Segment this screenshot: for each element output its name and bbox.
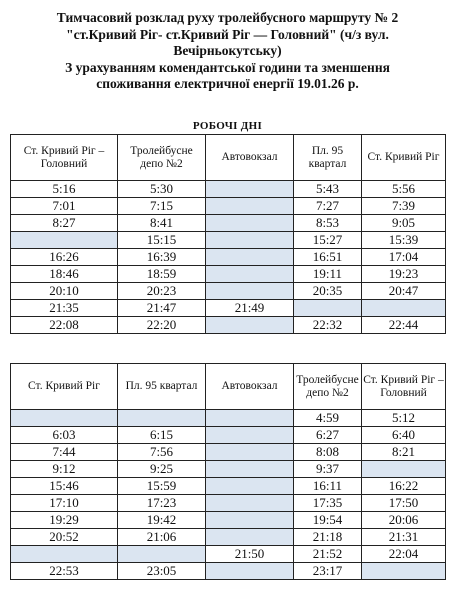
empty-time-cell <box>206 266 294 283</box>
time-cell: 20:47 <box>362 283 446 300</box>
empty-time-cell <box>206 232 294 249</box>
empty-time-cell <box>362 300 446 317</box>
table-row <box>11 512 446 529</box>
table-row <box>11 283 446 300</box>
empty-time-cell <box>118 410 206 427</box>
time-cell: 21:47 <box>118 300 206 317</box>
time-cell: 9:37 <box>294 461 362 478</box>
time-cell: 7:39 <box>362 198 446 215</box>
time-cell: 9:25 <box>118 461 206 478</box>
table-row <box>11 215 446 232</box>
time-cell: 8:41 <box>118 215 206 232</box>
time-cell: 5:56 <box>362 181 446 198</box>
time-cell: 5:16 <box>11 181 118 198</box>
time-cell: 22:44 <box>362 317 446 334</box>
table-row <box>11 495 446 512</box>
time-cell: 22:20 <box>118 317 206 334</box>
header-line-3: Вечірньокутську) <box>173 43 282 58</box>
time-cell: 17:50 <box>362 495 446 512</box>
time-cell: 23:05 <box>118 563 206 580</box>
time-cell: 8:08 <box>294 444 362 461</box>
column-header: Тролейбусне депо №2 <box>294 364 362 410</box>
time-cell: 16:11 <box>294 478 362 495</box>
column-header: Пл. 95 квартал <box>118 364 206 410</box>
time-cell: 6:40 <box>362 427 446 444</box>
time-cell: 17:35 <box>294 495 362 512</box>
time-cell: 17:23 <box>118 495 206 512</box>
time-cell: 9:12 <box>11 461 118 478</box>
time-cell: 20:06 <box>362 512 446 529</box>
time-cell: 17:10 <box>11 495 118 512</box>
time-cell: 21:49 <box>206 300 294 317</box>
time-cell: 8:27 <box>11 215 118 232</box>
empty-time-cell <box>206 529 294 546</box>
time-cell: 19:29 <box>11 512 118 529</box>
time-cell: 22:32 <box>294 317 362 334</box>
time-cell: 5:30 <box>118 181 206 198</box>
header-line-2: "ст.Кривий Ріг- ст.Кривий Ріг — Головний" (ч/з вул. <box>66 26 389 42</box>
table-row <box>11 266 446 283</box>
empty-time-cell <box>206 181 294 198</box>
empty-time-cell <box>206 563 294 580</box>
time-cell: 7:15 <box>118 198 206 215</box>
column-header: Ст. Кривий Ріг – Головний <box>11 135 118 181</box>
empty-time-cell <box>206 512 294 529</box>
time-cell: 15:46 <box>11 478 118 495</box>
column-header: Автовокзал <box>206 364 294 410</box>
table-row <box>11 300 446 317</box>
time-cell: 23:17 <box>294 563 362 580</box>
column-header: Пл. 95 квартал <box>294 135 362 181</box>
time-cell: 20:23 <box>118 283 206 300</box>
time-cell: 6:03 <box>11 427 118 444</box>
empty-time-cell <box>206 495 294 512</box>
table-row <box>11 444 446 461</box>
empty-time-cell <box>206 198 294 215</box>
header-line-5: споживання електричної енергії 19.01.26 р. <box>96 76 359 91</box>
time-cell: 19:23 <box>362 266 446 283</box>
time-cell: 9:05 <box>362 215 446 232</box>
time-cell: 20:10 <box>11 283 118 300</box>
time-cell: 19:54 <box>294 512 362 529</box>
time-cell: 8:21 <box>362 444 446 461</box>
empty-time-cell <box>206 215 294 232</box>
time-cell: 7:27 <box>294 198 362 215</box>
header-line-1: Тимчасовий розклад руху тролейбусного маршруту № 2 <box>56 10 399 25</box>
table-row <box>11 317 446 334</box>
time-cell: 21:35 <box>11 300 118 317</box>
time-cell: 16:39 <box>118 249 206 266</box>
schedule-table-return <box>10 363 446 580</box>
table-row <box>11 546 446 563</box>
empty-time-cell <box>11 232 118 249</box>
empty-time-cell <box>11 410 118 427</box>
time-cell: 21:06 <box>118 529 206 546</box>
table-row <box>11 461 446 478</box>
table-header-row <box>11 364 446 410</box>
time-cell: 15:15 <box>118 232 206 249</box>
time-cell: 15:27 <box>294 232 362 249</box>
table-row <box>11 181 446 198</box>
empty-time-cell <box>11 546 118 563</box>
column-header: Автовокзал <box>206 135 294 181</box>
empty-time-cell <box>362 563 446 580</box>
time-cell: 17:04 <box>362 249 446 266</box>
table-header-row <box>11 135 446 181</box>
time-cell: 16:22 <box>362 478 446 495</box>
empty-time-cell <box>206 410 294 427</box>
time-cell: 15:39 <box>362 232 446 249</box>
schedule-table-outbound <box>10 134 446 334</box>
empty-time-cell <box>118 546 206 563</box>
column-header: Ст. Кривий Ріг <box>362 135 446 181</box>
empty-time-cell <box>294 300 362 317</box>
table-row <box>11 529 446 546</box>
table-row <box>11 427 446 444</box>
column-header: Ст. Кривий Ріг – Головний <box>362 364 446 410</box>
time-cell: 20:52 <box>11 529 118 546</box>
time-cell: 6:27 <box>294 427 362 444</box>
time-cell: 22:53 <box>11 563 118 580</box>
time-cell: 21:18 <box>294 529 362 546</box>
table-row <box>11 232 446 249</box>
time-cell: 22:08 <box>11 317 118 334</box>
time-cell: 5:12 <box>362 410 446 427</box>
empty-time-cell <box>206 283 294 300</box>
time-cell: 21:50 <box>206 546 294 563</box>
time-cell: 6:15 <box>118 427 206 444</box>
time-cell: 18:59 <box>118 266 206 283</box>
empty-time-cell <box>362 461 446 478</box>
time-cell: 7:56 <box>118 444 206 461</box>
time-cell: 16:26 <box>11 249 118 266</box>
empty-time-cell <box>206 461 294 478</box>
time-cell: 7:01 <box>11 198 118 215</box>
time-cell: 19:42 <box>118 512 206 529</box>
time-cell: 5:43 <box>294 181 362 198</box>
time-cell: 19:11 <box>294 266 362 283</box>
column-header: Тролейбусне депо №2 <box>118 135 206 181</box>
empty-time-cell <box>206 478 294 495</box>
table-row <box>11 478 446 495</box>
table-row <box>11 249 446 266</box>
table-row <box>11 563 446 580</box>
time-cell: 22:04 <box>362 546 446 563</box>
time-cell: 21:31 <box>362 529 446 546</box>
table-row <box>11 410 446 427</box>
column-header: Ст. Кривий Ріг <box>11 364 118 410</box>
time-cell: 18:46 <box>11 266 118 283</box>
time-cell: 15:59 <box>118 478 206 495</box>
section-title-working-days: РОБОЧІ ДНІ <box>192 120 263 132</box>
time-cell: 8:53 <box>294 215 362 232</box>
empty-time-cell <box>206 444 294 461</box>
empty-time-cell <box>206 317 294 334</box>
schedule-header <box>0 10 455 93</box>
time-cell: 20:35 <box>294 283 362 300</box>
header-line-4: З урахуванням комендантської години та зменшення <box>65 59 390 75</box>
time-cell: 21:52 <box>294 546 362 563</box>
time-cell: 16:51 <box>294 249 362 266</box>
empty-time-cell <box>206 427 294 444</box>
empty-time-cell <box>206 249 294 266</box>
table-row <box>11 198 446 215</box>
time-cell: 7:44 <box>11 444 118 461</box>
time-cell: 4:59 <box>294 410 362 427</box>
